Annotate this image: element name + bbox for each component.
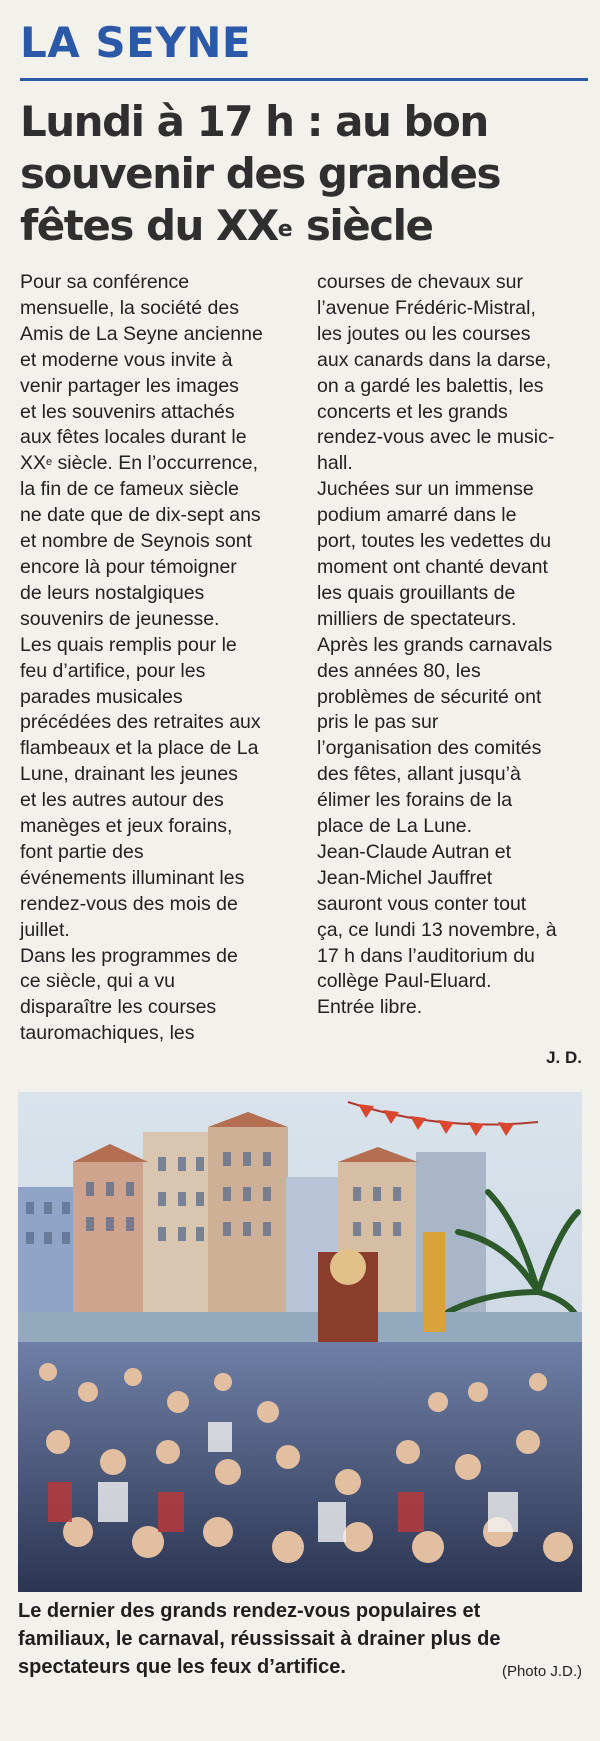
body-line: problèmes de sécurité ont: [317, 685, 542, 708]
body-line: et les souvenirs attachés: [20, 400, 235, 423]
body-line: flambeaux et la place de La: [20, 737, 259, 760]
body-line: on a gardé les balettis, les: [317, 374, 544, 397]
author-signature: J. D.: [546, 1048, 582, 1067]
body-line: font partie des: [20, 840, 144, 863]
body-line: Jean-Claude Autran et: [317, 840, 512, 863]
body-line: les quais grouillants de: [317, 581, 516, 604]
body-line: pris le pas sur: [317, 711, 439, 734]
headline-line-3-end: siècle: [292, 201, 433, 250]
body-line: encore là pour témoigner: [20, 555, 237, 578]
body-line: mensuelle, la société des: [20, 296, 239, 319]
rubric-divider: [20, 78, 588, 81]
body-line: et nombre de Seynois sont: [20, 530, 252, 553]
body-line: ne date que de dix-sept ans: [20, 504, 261, 527]
body-line: juillet.: [20, 918, 70, 941]
body-line: podium amarré dans le: [317, 504, 517, 527]
body-line: les joutes ou les courses: [317, 322, 531, 345]
body-line: Juchées sur un immense: [317, 478, 534, 501]
body-line: aux canards dans la darse,: [317, 348, 552, 371]
headline-line-3-start: fêtes du XX: [20, 201, 278, 250]
article-column-right: [317, 270, 587, 1021]
body-line: Jean-Michel Jauffret: [317, 866, 493, 889]
body-line: milliers de spectateurs.: [317, 607, 517, 630]
body-line: [20, 451, 290, 477]
body-line-start: XX: [20, 452, 47, 475]
body-line: élimer les forains de la: [317, 789, 513, 812]
body-line: aux fêtes locales durant le: [20, 426, 247, 449]
caption-line: spectateurs que les feux d’artifice.: [18, 1656, 346, 1678]
photo-caption: [18, 1597, 584, 1681]
body-line: concerts et les grands: [317, 400, 508, 423]
body-line: de leurs nostalgiques: [20, 581, 205, 604]
body-line: parades musicales: [20, 685, 183, 708]
body-line: l’avenue Frédéric-Mistral,: [317, 296, 536, 319]
body-line: des fêtes, allant jusqu’à: [317, 763, 521, 786]
body-superscript: e: [46, 456, 53, 469]
body-line: Lune, drainant les jeunes: [20, 763, 238, 786]
body-line: rendez-vous avec le music-: [317, 426, 555, 449]
body-line: des années 80, les: [317, 659, 481, 682]
body-line: Pour sa conférence: [20, 271, 190, 293]
body-line: et les autres autour des: [20, 789, 224, 812]
body-line: feu d’artifice, pour les: [20, 659, 206, 682]
body-line: la fin de ce fameux siècle: [20, 478, 239, 501]
body-line: hall.: [317, 452, 353, 475]
body-line: sauront vous conter tout: [317, 892, 527, 915]
body-line: Après les grands carnavals: [317, 633, 553, 656]
body-line: ce siècle, qui a vu: [20, 970, 176, 993]
body-line: manèges et jeux forains,: [20, 815, 233, 838]
body-line: et moderne vous invite à: [20, 348, 233, 371]
body-line: Les quais remplis pour le: [20, 633, 237, 656]
article-headline: [20, 96, 590, 252]
body-line: Amis de La Seyne ancienne: [20, 322, 263, 345]
body-line: ça, ce lundi 13 novembre, à: [317, 918, 557, 941]
article-column-left: [20, 270, 290, 1047]
body-line: 17 h dans l’auditorium du: [317, 944, 535, 967]
body-line-end: siècle. En l’occurrence,: [52, 452, 259, 475]
body-line: tauromachiques, les: [20, 1022, 195, 1045]
caption-line: familiaux, le carnaval, réussissait à drainer plus de: [18, 1628, 501, 1650]
body-line: rendez-vous des mois de: [20, 892, 238, 915]
body-line: souvenirs de jeunesse.: [20, 607, 220, 630]
body-line: place de La Lune.: [317, 815, 473, 838]
body-line: l’organisation des comités: [317, 737, 542, 760]
body-line: moment ont chanté devant: [317, 555, 548, 578]
section-rubric: LA SEYNE: [20, 18, 252, 67]
body-line: collège Paul-Eluard.: [317, 970, 492, 993]
carnival-photo: [18, 1092, 582, 1592]
carnival-photo-illustration: [18, 1092, 582, 1592]
body-line: événements illuminant les: [20, 866, 245, 889]
photo-credit: (Photo J.D.): [501, 1663, 582, 1680]
body-line: disparaître les courses: [20, 996, 217, 1019]
headline-superscript: e: [277, 217, 293, 242]
headline-line-1: Lundi à 17 h : au bon: [20, 97, 488, 146]
body-line: venir partager les images: [20, 374, 239, 397]
body-line: précédées des retraites aux: [20, 711, 261, 734]
headline-line-3: [20, 200, 590, 252]
body-line: port, toutes les vedettes du: [317, 530, 552, 553]
body-line: Entrée libre.: [317, 996, 423, 1019]
body-line: courses de chevaux sur: [317, 271, 523, 293]
body-line: Dans les programmes de: [20, 944, 238, 967]
caption-line: Le dernier des grands rendez-vous populaires et: [18, 1600, 481, 1622]
headline-line-2: souvenir des grandes: [20, 149, 500, 198]
